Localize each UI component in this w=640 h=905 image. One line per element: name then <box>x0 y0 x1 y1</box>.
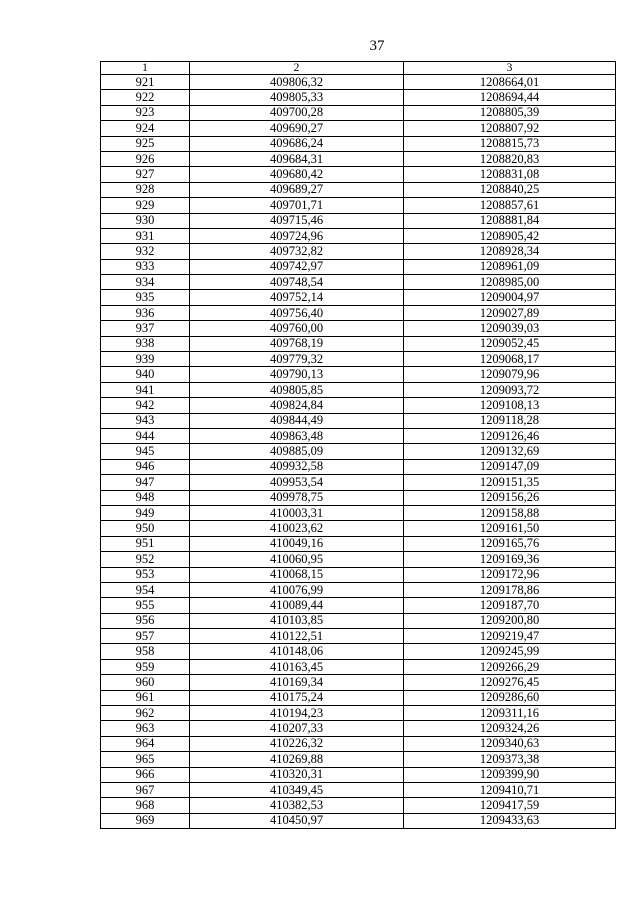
y-coordinate-cell: 1209276,45 <box>404 675 616 690</box>
y-coordinate-cell: 1208805,39 <box>404 105 616 120</box>
x-coordinate-cell: 410122,51 <box>190 629 404 644</box>
table-row <box>101 398 616 413</box>
point-number-cell: 948 <box>101 490 190 505</box>
coordinates-table <box>100 61 616 829</box>
x-coordinate-cell: 409790,13 <box>190 367 404 382</box>
x-coordinate-cell: 410382,53 <box>190 798 404 813</box>
table-row <box>101 428 616 443</box>
column-header-2: 2 <box>190 62 404 75</box>
table-body <box>101 75 616 829</box>
y-coordinate-cell: 1209004,97 <box>404 290 616 305</box>
y-coordinate-cell: 1209156,26 <box>404 490 616 505</box>
y-coordinate-cell: 1209417,59 <box>404 798 616 813</box>
point-number-cell: 922 <box>101 90 190 105</box>
table-row <box>101 752 616 767</box>
table-row <box>101 367 616 382</box>
table-header <box>101 62 616 75</box>
point-number-cell: 944 <box>101 428 190 443</box>
point-number-cell: 964 <box>101 736 190 751</box>
point-number-cell: 950 <box>101 521 190 536</box>
table-row <box>101 259 616 274</box>
table-row <box>101 305 616 320</box>
y-coordinate-cell: 1209161,50 <box>404 521 616 536</box>
point-number-cell: 921 <box>101 75 190 90</box>
y-coordinate-cell: 1208905,42 <box>404 228 616 243</box>
table-row <box>101 798 616 813</box>
y-coordinate-cell: 1209410,71 <box>404 782 616 797</box>
x-coordinate-cell: 410194,23 <box>190 706 404 721</box>
x-coordinate-cell: 410269,88 <box>190 752 404 767</box>
point-number-cell: 959 <box>101 659 190 674</box>
x-coordinate-cell: 410148,06 <box>190 644 404 659</box>
y-coordinate-cell: 1208807,92 <box>404 121 616 136</box>
y-coordinate-cell: 1208694,44 <box>404 90 616 105</box>
x-coordinate-cell: 409824,84 <box>190 398 404 413</box>
x-coordinate-cell: 409732,82 <box>190 244 404 259</box>
table-row <box>101 321 616 336</box>
y-coordinate-cell: 1209126,46 <box>404 428 616 443</box>
header-row <box>101 62 616 75</box>
table-row <box>101 721 616 736</box>
y-coordinate-cell: 1209151,35 <box>404 475 616 490</box>
x-coordinate-cell: 410175,24 <box>190 690 404 705</box>
table-row <box>101 675 616 690</box>
y-coordinate-cell: 1209052,45 <box>404 336 616 351</box>
y-coordinate-cell: 1209172,96 <box>404 567 616 582</box>
point-number-cell: 969 <box>101 813 190 828</box>
point-number-cell: 937 <box>101 321 190 336</box>
x-coordinate-cell: 410320,31 <box>190 767 404 782</box>
table-row <box>101 706 616 721</box>
point-number-cell: 936 <box>101 305 190 320</box>
x-coordinate-cell: 409953,54 <box>190 475 404 490</box>
y-coordinate-cell: 1209178,86 <box>404 582 616 597</box>
y-coordinate-cell: 1209108,13 <box>404 398 616 413</box>
table-row <box>101 136 616 151</box>
point-number-cell: 949 <box>101 505 190 520</box>
x-coordinate-cell: 410049,16 <box>190 536 404 551</box>
point-number-cell: 958 <box>101 644 190 659</box>
x-coordinate-cell: 410169,34 <box>190 675 404 690</box>
point-number-cell: 943 <box>101 413 190 428</box>
table-row <box>101 244 616 259</box>
y-coordinate-cell: 1209324,26 <box>404 721 616 736</box>
y-coordinate-cell: 1209169,36 <box>404 552 616 567</box>
point-number-cell: 951 <box>101 536 190 551</box>
x-coordinate-cell: 409701,71 <box>190 198 404 213</box>
y-coordinate-cell: 1208831,08 <box>404 167 616 182</box>
table-row <box>101 182 616 197</box>
x-coordinate-cell: 409805,33 <box>190 90 404 105</box>
x-coordinate-cell: 409805,85 <box>190 382 404 397</box>
point-number-cell: 962 <box>101 706 190 721</box>
x-coordinate-cell: 409748,54 <box>190 275 404 290</box>
table-row <box>101 690 616 705</box>
x-coordinate-cell: 410089,44 <box>190 598 404 613</box>
table-row <box>101 459 616 474</box>
point-number-cell: 952 <box>101 552 190 567</box>
point-number-cell: 934 <box>101 275 190 290</box>
table-row <box>101 736 616 751</box>
point-number-cell: 966 <box>101 767 190 782</box>
y-coordinate-cell: 1209433,63 <box>404 813 616 828</box>
table-row <box>101 382 616 397</box>
x-coordinate-cell: 409680,42 <box>190 167 404 182</box>
table-row <box>101 121 616 136</box>
y-coordinate-cell: 1208928,34 <box>404 244 616 259</box>
point-number-cell: 938 <box>101 336 190 351</box>
table-row <box>101 536 616 551</box>
table-row <box>101 413 616 428</box>
x-coordinate-cell: 409760,00 <box>190 321 404 336</box>
y-coordinate-cell: 1209068,17 <box>404 352 616 367</box>
point-number-cell: 953 <box>101 567 190 582</box>
y-coordinate-cell: 1209079,96 <box>404 367 616 382</box>
point-number-cell: 931 <box>101 228 190 243</box>
point-number-cell: 942 <box>101 398 190 413</box>
table-row <box>101 629 616 644</box>
x-coordinate-cell: 409690,27 <box>190 121 404 136</box>
point-number-cell: 946 <box>101 459 190 474</box>
table-row <box>101 552 616 567</box>
x-coordinate-cell: 410349,45 <box>190 782 404 797</box>
table-row <box>101 352 616 367</box>
table-row <box>101 767 616 782</box>
x-coordinate-cell: 409686,24 <box>190 136 404 151</box>
x-coordinate-cell: 409752,14 <box>190 290 404 305</box>
table-row <box>101 475 616 490</box>
point-number-cell: 945 <box>101 444 190 459</box>
table-row <box>101 198 616 213</box>
y-coordinate-cell: 1208857,61 <box>404 198 616 213</box>
table-row <box>101 228 616 243</box>
point-number-cell: 941 <box>101 382 190 397</box>
y-coordinate-cell: 1209219,47 <box>404 629 616 644</box>
point-number-cell: 928 <box>101 182 190 197</box>
y-coordinate-cell: 1209147,09 <box>404 459 616 474</box>
table-row <box>101 567 616 582</box>
y-coordinate-cell: 1209187,70 <box>404 598 616 613</box>
point-number-cell: 930 <box>101 213 190 228</box>
point-number-cell: 926 <box>101 151 190 166</box>
point-number-cell: 957 <box>101 629 190 644</box>
table-row <box>101 659 616 674</box>
x-coordinate-cell: 409932,58 <box>190 459 404 474</box>
point-number-cell: 968 <box>101 798 190 813</box>
x-coordinate-cell: 409742,97 <box>190 259 404 274</box>
y-coordinate-cell: 1209132,69 <box>404 444 616 459</box>
point-number-cell: 956 <box>101 613 190 628</box>
y-coordinate-cell: 1208961,09 <box>404 259 616 274</box>
x-coordinate-cell: 410076,99 <box>190 582 404 597</box>
table-row <box>101 290 616 305</box>
table-row <box>101 644 616 659</box>
table-row <box>101 582 616 597</box>
y-coordinate-cell: 1209200,80 <box>404 613 616 628</box>
y-coordinate-cell: 1209373,38 <box>404 752 616 767</box>
point-number-cell: 925 <box>101 136 190 151</box>
x-coordinate-cell: 409715,46 <box>190 213 404 228</box>
table-row <box>101 782 616 797</box>
point-number-cell: 961 <box>101 690 190 705</box>
y-coordinate-cell: 1209093,72 <box>404 382 616 397</box>
table-row <box>101 90 616 105</box>
point-number-cell: 965 <box>101 752 190 767</box>
x-coordinate-cell: 409779,32 <box>190 352 404 367</box>
column-header-1: 1 <box>101 62 190 75</box>
y-coordinate-cell: 1209286,60 <box>404 690 616 705</box>
x-coordinate-cell: 410450,97 <box>190 813 404 828</box>
point-number-cell: 932 <box>101 244 190 259</box>
table-row <box>101 505 616 520</box>
point-number-cell: 929 <box>101 198 190 213</box>
table-row <box>101 213 616 228</box>
table-row <box>101 813 616 828</box>
point-number-cell: 927 <box>101 167 190 182</box>
point-number-cell: 933 <box>101 259 190 274</box>
table-row <box>101 275 616 290</box>
x-coordinate-cell: 410103,85 <box>190 613 404 628</box>
point-number-cell: 954 <box>101 582 190 597</box>
y-coordinate-cell: 1209158,88 <box>404 505 616 520</box>
y-coordinate-cell: 1208820,83 <box>404 151 616 166</box>
y-coordinate-cell: 1209311,16 <box>404 706 616 721</box>
y-coordinate-cell: 1209399,90 <box>404 767 616 782</box>
y-coordinate-cell: 1209039,03 <box>404 321 616 336</box>
x-coordinate-cell: 409844,49 <box>190 413 404 428</box>
y-coordinate-cell: 1209118,28 <box>404 413 616 428</box>
x-coordinate-cell: 409768,19 <box>190 336 404 351</box>
table-row <box>101 598 616 613</box>
x-coordinate-cell: 410207,33 <box>190 721 404 736</box>
table-row <box>101 75 616 90</box>
x-coordinate-cell: 409885,09 <box>190 444 404 459</box>
y-coordinate-cell: 1208881,84 <box>404 213 616 228</box>
y-coordinate-cell: 1209027,89 <box>404 305 616 320</box>
table-row <box>101 336 616 351</box>
point-number-cell: 923 <box>101 105 190 120</box>
x-coordinate-cell: 410068,15 <box>190 567 404 582</box>
y-coordinate-cell: 1209340,63 <box>404 736 616 751</box>
x-coordinate-cell: 409700,28 <box>190 105 404 120</box>
x-coordinate-cell: 409863,48 <box>190 428 404 443</box>
x-coordinate-cell: 409724,96 <box>190 228 404 243</box>
point-number-cell: 967 <box>101 782 190 797</box>
y-coordinate-cell: 1209266,29 <box>404 659 616 674</box>
table-row <box>101 490 616 505</box>
x-coordinate-cell: 409756,40 <box>190 305 404 320</box>
table-row <box>101 167 616 182</box>
x-coordinate-cell: 409806,32 <box>190 75 404 90</box>
y-coordinate-cell: 1208664,01 <box>404 75 616 90</box>
y-coordinate-cell: 1209165,76 <box>404 536 616 551</box>
x-coordinate-cell: 409689,27 <box>190 182 404 197</box>
x-coordinate-cell: 410226,32 <box>190 736 404 751</box>
y-coordinate-cell: 1208985,00 <box>404 275 616 290</box>
point-number-cell: 939 <box>101 352 190 367</box>
point-number-cell: 963 <box>101 721 190 736</box>
point-number-cell: 960 <box>101 675 190 690</box>
x-coordinate-cell: 410060,95 <box>190 552 404 567</box>
y-coordinate-cell: 1208840,25 <box>404 182 616 197</box>
point-number-cell: 924 <box>101 121 190 136</box>
page-number: 37 <box>369 38 385 54</box>
x-coordinate-cell: 409684,31 <box>190 151 404 166</box>
point-number-cell: 947 <box>101 475 190 490</box>
table-row <box>101 151 616 166</box>
point-number-cell: 935 <box>101 290 190 305</box>
point-number-cell: 955 <box>101 598 190 613</box>
table-row <box>101 521 616 536</box>
x-coordinate-cell: 410023,62 <box>190 521 404 536</box>
y-coordinate-cell: 1208815,73 <box>404 136 616 151</box>
x-coordinate-cell: 410003,31 <box>190 505 404 520</box>
x-coordinate-cell: 409978,75 <box>190 490 404 505</box>
table-row <box>101 444 616 459</box>
table-row <box>101 613 616 628</box>
y-coordinate-cell: 1209245,99 <box>404 644 616 659</box>
point-number-cell: 940 <box>101 367 190 382</box>
x-coordinate-cell: 410163,45 <box>190 659 404 674</box>
column-header-3: 3 <box>404 62 616 75</box>
table-row <box>101 105 616 120</box>
